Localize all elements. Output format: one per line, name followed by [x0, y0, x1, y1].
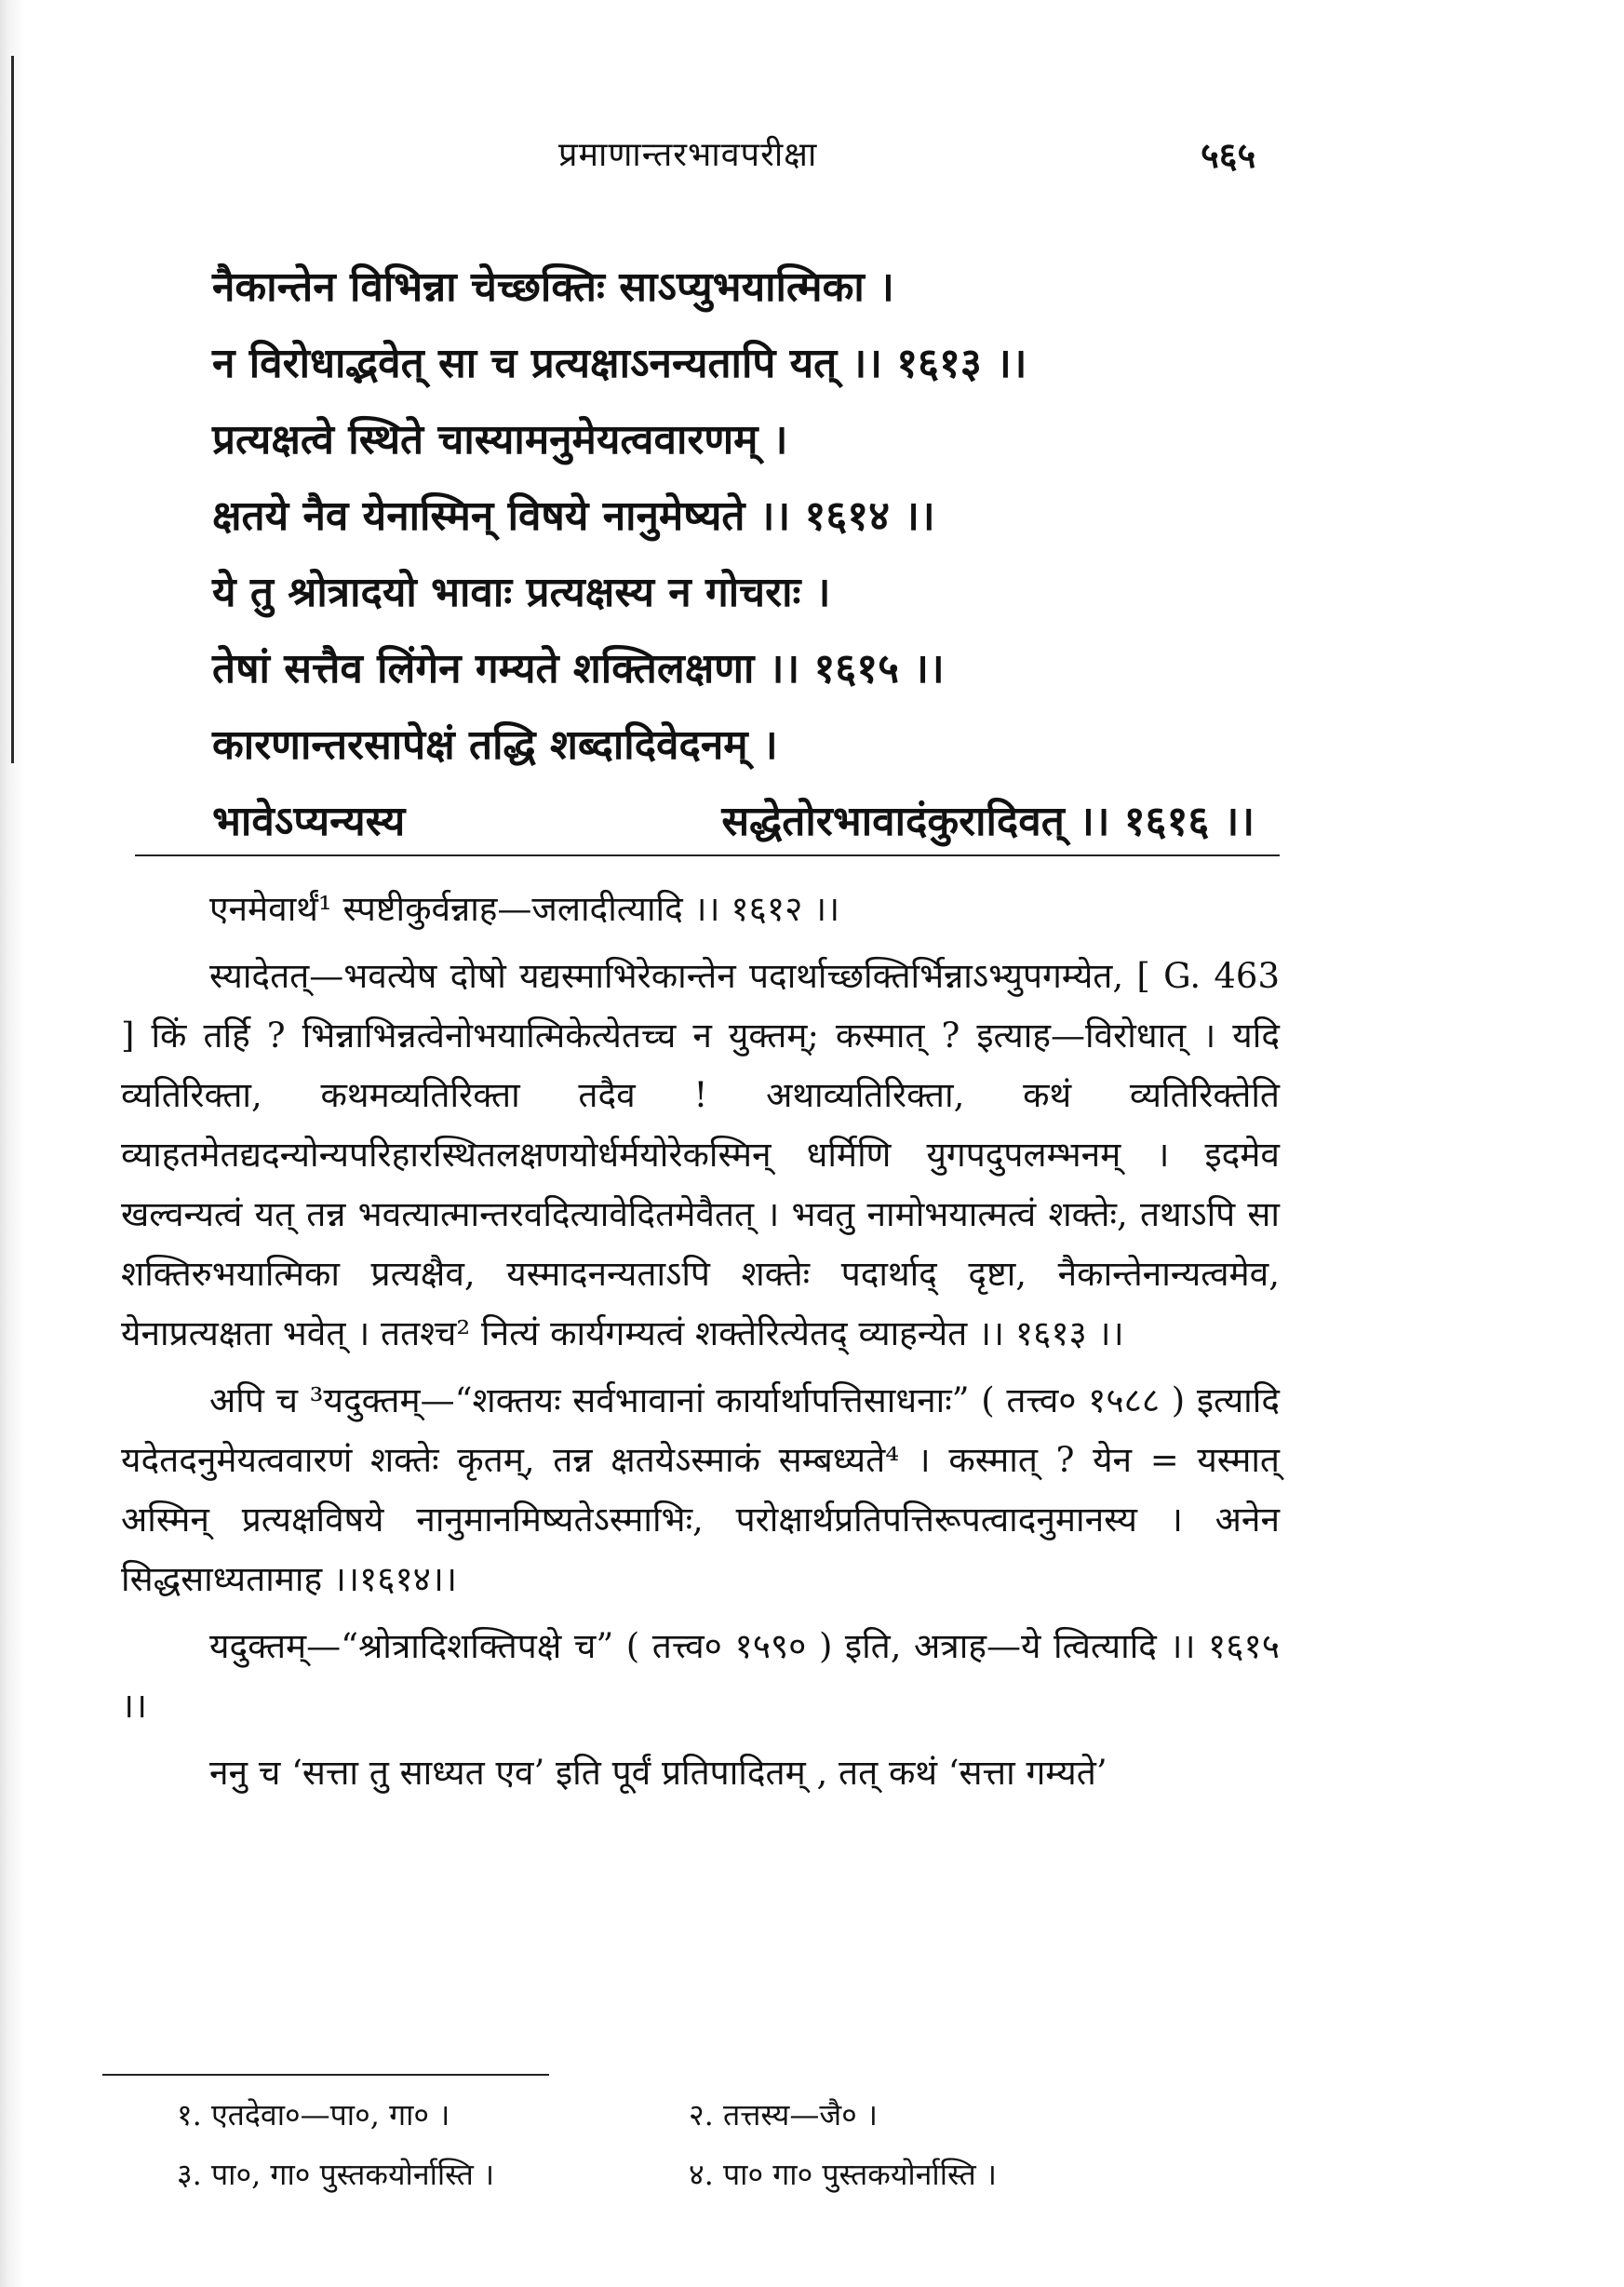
verse-text: न विरोधाद्भवेत् सा च प्रत्यक्षाऽनन्यतापि यत् ।। १६१३ ।।: [212, 340, 1027, 387]
commentary-block: [121, 880, 1280, 1810]
footnote: २. तत्तस्य—जै० ।: [689, 2097, 879, 2132]
verse-line: [212, 323, 1255, 399]
verse-text: कारणान्तरसापेक्षं तद्धि शब्दादिवेदनम् ।: [212, 721, 778, 769]
verse-text: तेषां सत्तैव लिंगेन गम्यते शक्तिलक्षणा ।। १६१५ ।।: [212, 645, 945, 693]
verse-text: नैकान्तेन विभिन्ना चेच्छक्तिः साऽप्युभयात्मिका ।: [212, 263, 894, 311]
section-divider: [135, 854, 1280, 856]
commentary-paragraph: यदुक्तम्—“श्रोत्रादिशक्तिपक्षे च” ( तत्त्व० १५९० ) इति, अत्राह—ये त्वित्यादि ।। १६१५ ।।: [121, 1626, 1280, 1726]
verse-text: भावेऽप्यन्यस्य: [212, 798, 406, 845]
verse-text: क्षतये नैव येनास्मिन् विषये नानुमेष्यते ।। १६१४ ।।: [212, 492, 935, 540]
footnote: ४. पा० गा० पुस्तकयोर्नास्ति ।: [689, 2157, 997, 2192]
verse-line: [212, 247, 1255, 323]
verse-line: [212, 399, 1255, 476]
footnote: १. एतदेवा०—पा०, गा० ।: [177, 2097, 450, 2132]
verse-line: [212, 628, 1255, 705]
verse-line: [212, 476, 1255, 552]
page-header: [0, 130, 1624, 186]
verse-text: प्रत्यक्षत्वे स्थिते चास्यामनुमेयत्ववारणम् ।: [212, 416, 788, 464]
footnotes: [177, 2085, 1201, 2204]
verse-block: [212, 247, 1255, 857]
commentary-paragraph: ननु च ‘सत्ता तु साध्यत एव’ इति पूर्वं प्रतिपादितम् , तत् कथं ‘सत्ता गम्यते’: [209, 1753, 1107, 1793]
verse-line: [212, 781, 1255, 857]
page-number: ५६५: [1201, 134, 1256, 176]
verse-line: [212, 552, 1255, 628]
commentary-paragraph: स्यादेतत्—भवत्येष दोषो यद्यस्माभिरेकान्तेन पदार्थाच्छक्तिर्भिन्नाऽभ्युपगम्येत, [ G. 463 ] किं तर्हि ? भिन्नाभिन्नत्वेनोभयात्मिकेत्येतच्च न युक्तम्; कस्मात् ? इत्याह—विरोधात् । यदि व्यतिरिक्ता, कथमव्यतिरिक्ता तदैव ! अथाव्यतिरिक्ता, कथं व्यतिरिक्तेति व्याहतमेतद्यदन्योन्यपरिहारस्थितलक्षणयोर्धर्मयोरेकस्मिन् धर्मिणि युगपदुपलम्भनम् । इदमेव खल्वन्यत्वं यत् तन्न भवत्यात्मान्तरवदित्यावेदितमेवैतत् । भवतु नामोभयात्मत्वं शक्तेः, तथाऽपि सा शक्तिरुभयात्मिका प्रत्यक्षैव, यस्मादनन्यताऽपि शक्तेः पदार्थाद् दृष्टा, नैकान्तेनान्यत्वमेव, येनाप्रत्यक्षता भवेत् । ततश्च² नित्यं कार्यगम्यत्वं शक्तेरित्येतद् व्याहन्येत ।। १६१३ ।।: [121, 956, 1280, 1353]
footnote-row: [177, 2085, 1201, 2145]
footnote-row: [177, 2145, 1201, 2204]
commentary-paragraph: एनमेवार्थं¹ स्पष्टीकुर्वन्नाह—जलादीत्यादि ।। १६१२ ।।: [209, 889, 840, 929]
footnote-divider: [102, 2074, 549, 2076]
commentary-paragraph: अपि च ³यदुक्तम्—“शक्तयः सर्वभावानां कार्यार्थापत्तिसाधनाः” ( तत्त्व० १५८८ ) इत्यादि यदेतदनुमेयत्ववारणं शक्तेः कृतम्, तन्न क्षतयेऽस्माकं सम्बध्यते⁴ । कस्मात् ? येन = यस्मात् अस्मिन् प्रत्यक्षविषये नानुमानमिष्यतेऽस्माभिः, परोक्षार्थप्रतिपत्तिरूपत्वादनुमानस्य । अनेन सिद्धसाध्यतामाह ।।१६१४।।: [121, 1380, 1280, 1599]
footnote: ३. पा०, गा० पुस्तकयोर्नास्ति ।: [177, 2157, 495, 2192]
verse-line: [212, 705, 1255, 781]
verse-text: ये तु श्रोत्रादयो भावाः प्रत्यक्षस्य न गोचराः ।: [212, 569, 831, 616]
running-title: प्रमाणान्तरभावपरीक्षा: [558, 136, 818, 174]
scanned-binding-edge: [0, 0, 24, 2287]
verse-text-right: सद्धेतोरभावादंकुरादिवत् ।। १६१६ ।।: [721, 798, 1255, 845]
